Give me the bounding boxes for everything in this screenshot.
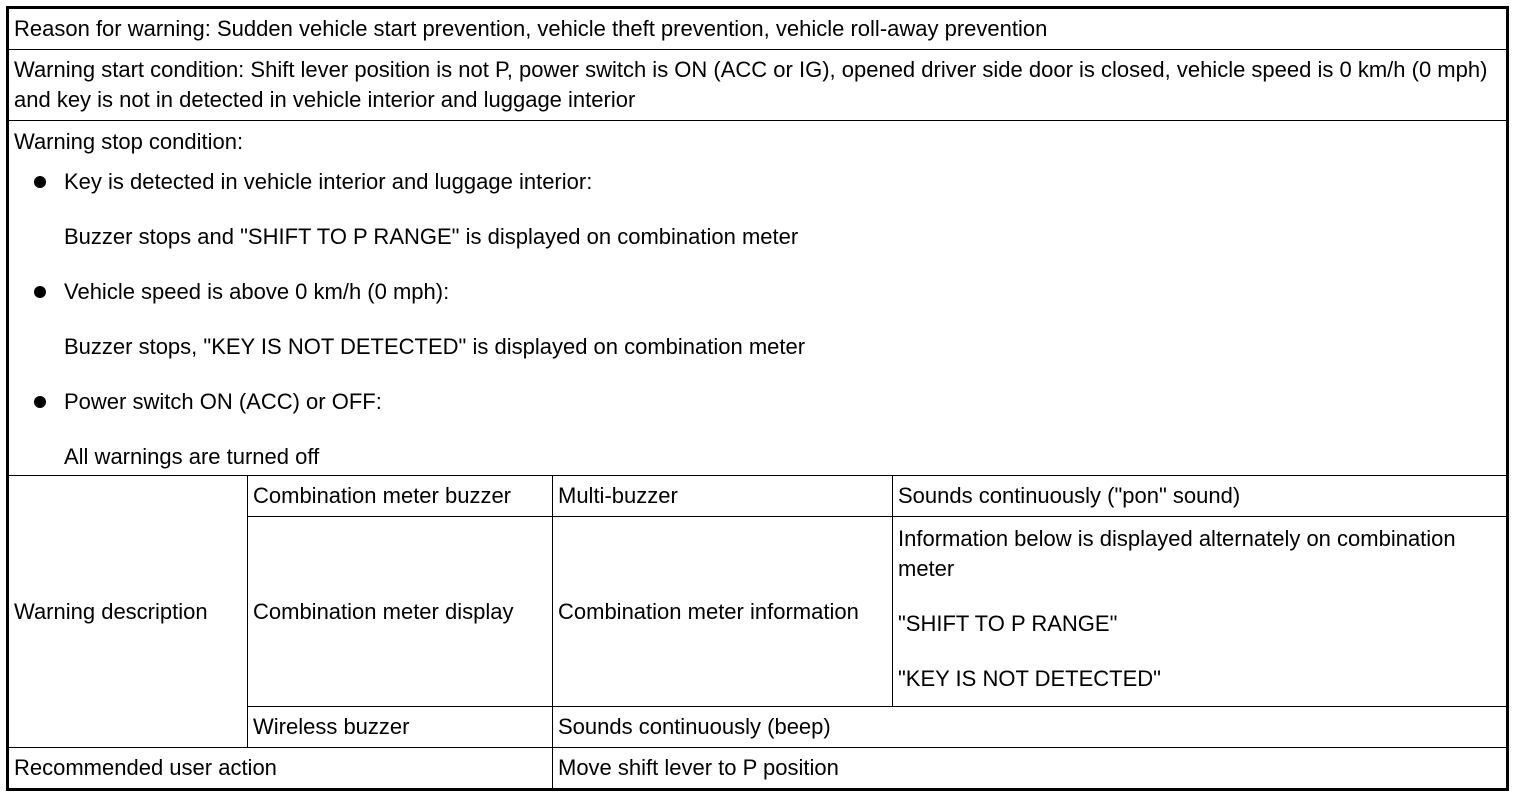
wireless-behavior: Sounds continuously (beep) [553,707,1508,748]
display-behavior-line: Information below is displayed alternately on combination meter [898,526,1456,581]
stop-condition-title: Warning stop condition: [14,129,244,154]
warning-table [6,6,1509,791]
display-behavior [893,517,1508,707]
stop-condition-row [8,121,1508,476]
display-device: Combination meter display [248,517,553,707]
display-behavior-line: "SHIFT TO P RANGE" [898,611,1118,636]
bullet-result: Buzzer stops and "SHIFT TO P RANGE" is displayed on combination meter [64,224,799,249]
bullet-key-detected [14,167,1506,197]
bullet-power-switch [14,387,1506,417]
bullet-vehicle-speed [14,277,1506,307]
bullet-label: Vehicle speed is above 0 km/h (0 mph): [64,279,450,304]
action-value: Move shift lever to P position [553,748,1508,790]
bullet-result: Buzzer stops, "KEY IS NOT DETECTED" is displayed on combination meter [64,334,806,359]
warning-description-label: Warning description [8,476,248,748]
start-condition-row [8,50,1508,121]
reason-row [8,8,1508,50]
buzzer-device: Combination meter buzzer [248,476,553,517]
reason-cell: Reason for warning: Sudden vehicle start prevention, vehicle theft prevention, vehicle roll-away prevention [8,8,1508,50]
bullet-dot-icon [34,396,46,408]
wireless-device: Wireless buzzer [248,707,553,748]
bullet-dot-icon [34,286,46,298]
action-row [8,748,1508,790]
bullet-dot-icon [34,176,46,188]
warning-table-page [6,6,1506,791]
stop-condition-cell [8,121,1508,476]
bullet-label: Key is detected in vehicle interior and luggage interior: [64,169,593,194]
action-label: Recommended user action [8,748,553,790]
buzzer-row [8,476,1508,517]
display-type: Combination meter information [553,517,893,707]
bullet-result: All warnings are turned off [64,444,320,469]
start-condition-cell: Warning start condition: Shift lever position is not P, power switch is ON (ACC or IG), opened driver side door is closed, vehicle speed is 0 km/h (0 mph) and key is not in detected in vehicle interior and luggage interior [8,50,1508,121]
display-behavior-line: "KEY IS NOT DETECTED" [898,666,1161,691]
buzzer-type: Multi-buzzer [553,476,893,517]
buzzer-behavior: Sounds continuously ("pon" sound) [893,476,1508,517]
bullet-label: Power switch ON (ACC) or OFF: [64,389,382,414]
